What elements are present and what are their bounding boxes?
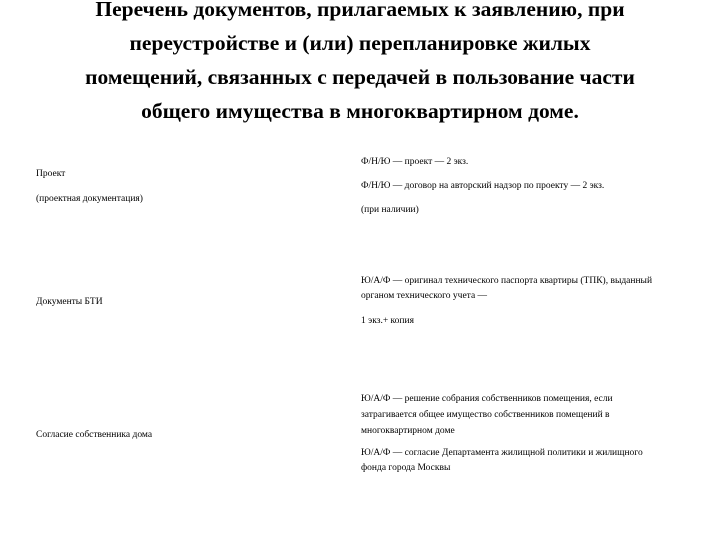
title-line: переустройстве и (или) перепланировке жилых — [129, 31, 591, 55]
row-requirement: Ю/А/Ф — решение собрания собственников помещения, если — [361, 394, 613, 404]
page-title — [20, 0, 700, 128]
row-requirement: Ф/Н/Ю — договор на авторский надзор по проекту — 2 экз. — [361, 181, 605, 191]
row-label: Согласие собственника дома — [36, 430, 153, 440]
row-requirement: затрагивается общее имущество собственников помещений в — [361, 410, 610, 420]
row-label: Проект — [36, 169, 66, 179]
row-requirement: Ф/Н/Ю — проект — 2 экз. — [361, 157, 469, 167]
title-line: общего имущества в многоквартирном доме. — [141, 99, 579, 123]
row-requirement: 1 экз.+ копия — [361, 316, 414, 326]
row-label-note: (проектная документация) — [36, 194, 143, 204]
row-requirement: Ю/А/Ф — оригинал технического паспорта квартиры (ТПК), выданный — [361, 276, 653, 286]
row-requirement: Ю/А/Ф — согласие Департамента жилищной политики и жилищного — [361, 448, 643, 458]
title-line: Перечень документов, прилагаемых к заявлению, при — [95, 0, 625, 21]
row-label: Документы БТИ — [36, 297, 103, 307]
row-requirement: многоквартирном доме — [361, 426, 455, 436]
title-line: помещений, связанных с передачей в пользование части — [85, 65, 635, 89]
row-requirement: органом технического учета — — [361, 291, 488, 301]
row-requirement: фонда города Москвы — [361, 463, 451, 473]
row-requirement-note: (при наличии) — [361, 205, 419, 215]
